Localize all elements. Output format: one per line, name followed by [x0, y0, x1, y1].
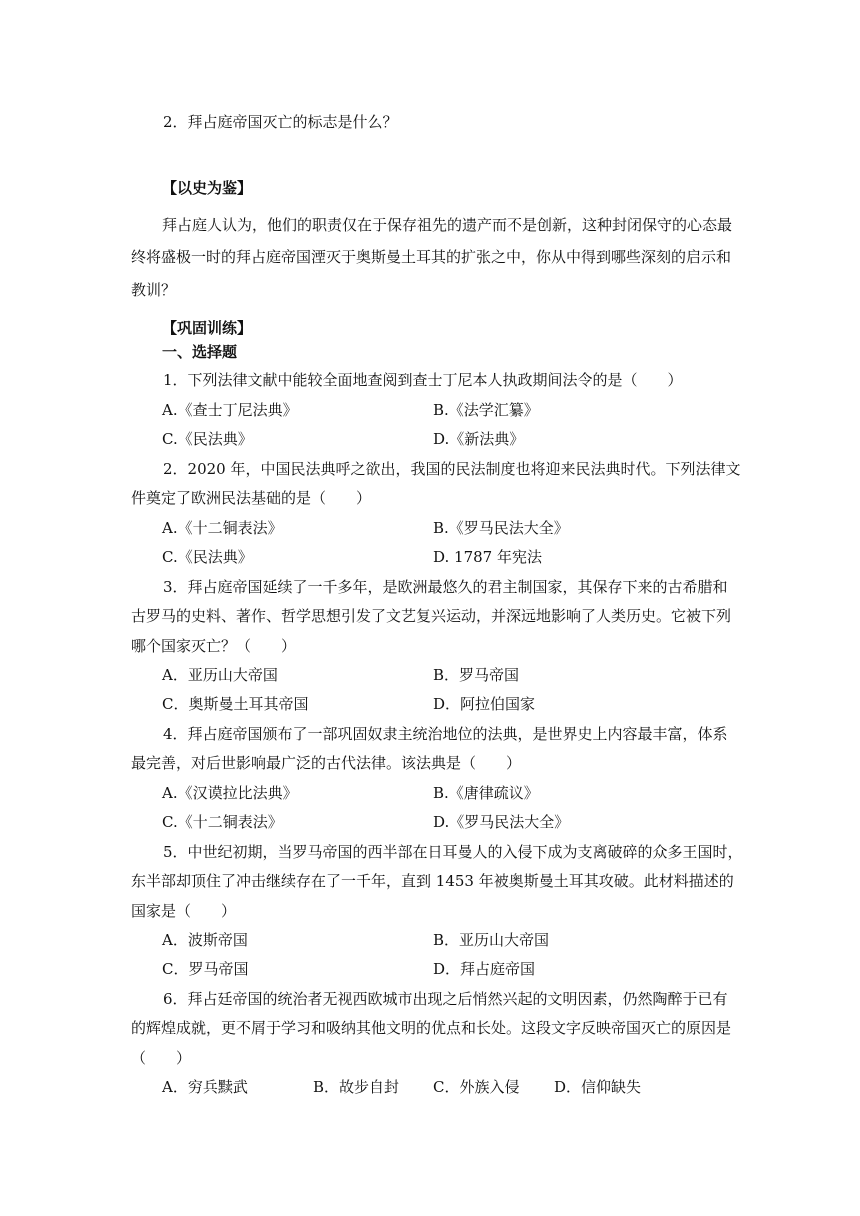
intro-question-2: 2．拜占庭帝国灭亡的标志是什么？	[163, 113, 398, 131]
question-3-option-a: A．亚历山大帝国	[162, 666, 278, 684]
question-1-option-d: D.《新法典》	[433, 430, 525, 448]
choice-section-title: 一、选择题	[162, 343, 238, 361]
question-6-stem: 6．拜占廷帝国的统治者无视西欧城市出现之后悄然兴起的文明因素，仍然陶醉于已有	[163, 990, 728, 1008]
question-2-option-d: D. 1787 年宪法	[433, 548, 542, 566]
question-1-option-a: A.《查士丁尼法典》	[162, 401, 298, 419]
question-3-option-d: D．阿拉伯国家	[433, 695, 536, 713]
question-3-stem: 3．拜占庭帝国延续了一千多年，是欧洲最悠久的君主制国家，其保存下来的古希腊和	[163, 578, 728, 596]
question-5-option-d: D．拜占庭帝国	[433, 960, 536, 978]
question-4-stem: 4．拜占庭帝国颁布了一部巩固奴隶主统治地位的法典，是世界史上内容最丰富，体系	[163, 725, 728, 743]
question-4-option-a: A.《汉谟拉比法典》	[162, 784, 298, 802]
question-5-option-a: A．波斯帝国	[162, 931, 248, 949]
question-5-stem: 5．中世纪初期，当罗马帝国的西半部在日耳曼人的入侵下成为支离破碎的众多王国时，	[163, 843, 743, 861]
question-5-option-c: C．罗马帝国	[162, 960, 249, 978]
question-3-option-b: B．罗马帝国	[433, 666, 520, 684]
question-5-option-b: B．亚历山大帝国	[433, 931, 550, 949]
reflect-paragraph-line: 拜占庭人认为，他们的职责仅在于保存祖先的遗产而不是创新，这种封闭保守的心态最	[162, 216, 733, 234]
question-2-option-c: C.《民法典》	[162, 548, 253, 566]
reflect-heading: 【以史为鉴】	[162, 179, 253, 197]
question-2-stem: 件奠定了欧洲民法基础的是（ ）	[131, 489, 372, 507]
question-2-option-a: A.《十二铜表法》	[162, 519, 283, 537]
question-4-option-c: C.《十二铜表法》	[162, 813, 283, 831]
question-1-stem: 1．下列法律文献中能较全面地查阅到查士丁尼本人执政期间法令的是（ ）	[163, 371, 683, 389]
practice-heading: 【巩固训练】	[162, 319, 253, 337]
question-3-option-c: C．奥斯曼土耳其帝国	[162, 695, 309, 713]
question-3-stem: 古罗马的史料、著作、哲学思想引发了文艺复兴运动，并深远地影响了人类历史。它被下列	[131, 607, 732, 625]
reflect-paragraph-line: 终将盛极一时的拜占庭帝国湮灭于奥斯曼土耳其的扩张之中，你从中得到哪些深刻的启示和	[131, 248, 732, 266]
question-4-option-d: D.《罗马民法大全》	[433, 813, 570, 831]
reflect-paragraph-line: 教训？	[131, 281, 177, 299]
question-4-stem: 最完善，对后世影响最广泛的古代法律。该法典是（ ）	[131, 754, 522, 772]
question-6-option-c: C．外族入侵	[433, 1078, 520, 1096]
question-1-option-c: C.《民法典》	[162, 430, 253, 448]
question-6-option-b: B．故步自封	[313, 1078, 400, 1096]
question-3-stem: 哪个国家灭亡？（ ）	[131, 637, 297, 655]
question-6-stem: 的辉煌成就，更不屑于学习和吸纳其他文明的优点和长处。这段文字反映帝国灭亡的原因是	[131, 1019, 732, 1037]
question-6-option-a: A．穷兵黩武	[162, 1078, 248, 1096]
question-1-option-b: B.《法学汇纂》	[433, 401, 539, 419]
question-5-stem: 东半部却顶住了冲击继续存在了一千年，直到 1453 年被奥斯曼土耳其攻破。此材料描述的	[131, 872, 734, 890]
question-5-stem: 国家是（ ）	[131, 902, 237, 920]
question-6-option-d: D．信仰缺失	[554, 1078, 642, 1096]
question-4-option-b: B.《唐律疏议》	[433, 784, 539, 802]
question-2-stem: 2．2020 年，中国民法典呼之欲出，我国的民法制度也将迎来民法典时代。下列法律文	[163, 460, 741, 478]
question-6-stem: （ ）	[131, 1049, 192, 1067]
question-2-option-b: B.《罗马民法大全》	[433, 519, 569, 537]
